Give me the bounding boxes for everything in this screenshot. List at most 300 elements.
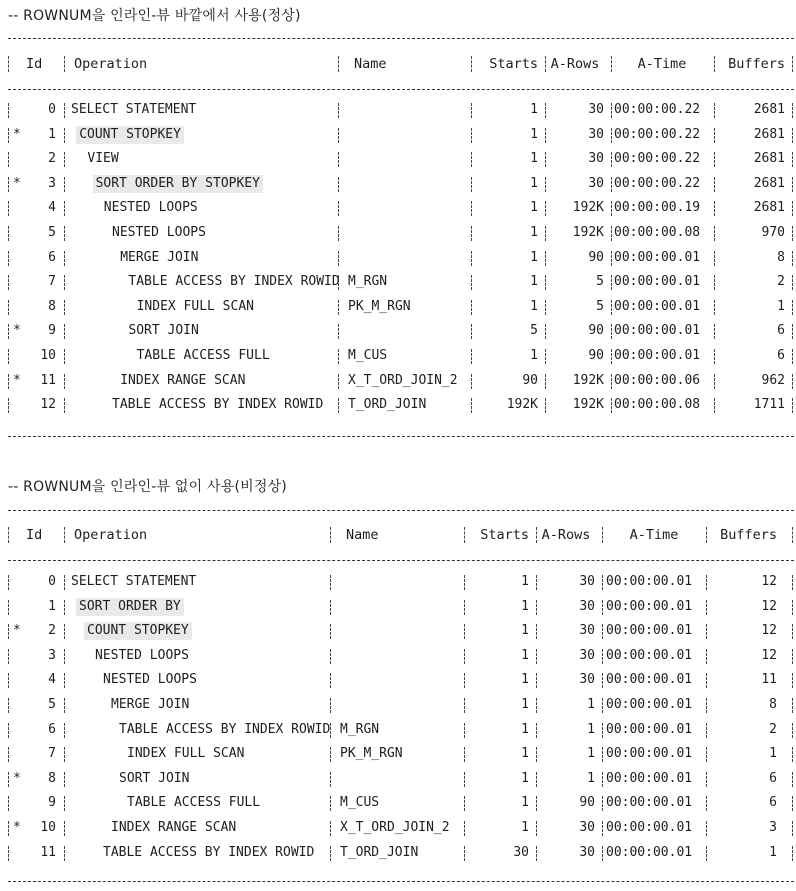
column-separator: [792, 575, 793, 590]
operation-text: NESTED LOOPS: [103, 200, 198, 216]
plan2-bottom-rule: [8, 881, 794, 882]
column-separator: [611, 300, 612, 315]
column-separator: [8, 698, 9, 713]
a-time-header: A-Time: [629, 527, 679, 543]
row-a-time: 00:00:00.01: [606, 623, 693, 639]
column-separator: [611, 251, 612, 266]
row-a-rows: 1: [587, 770, 595, 786]
row-a-time: 00:00:00.01: [606, 795, 693, 811]
row-id: 7: [48, 274, 56, 290]
column-separator: [8, 846, 9, 861]
row-a-rows: 192K: [572, 397, 604, 413]
row-a-rows: 30: [579, 647, 595, 663]
row-buffers: 6: [769, 795, 777, 811]
operation-text: MERGE JOIN: [120, 249, 199, 265]
column-separator: [8, 128, 9, 143]
row-operation: [68, 147, 336, 172]
row-a-rows: 30: [588, 175, 604, 191]
column-separator: [792, 796, 793, 811]
row-starts: 1: [521, 672, 529, 688]
row-operation: [68, 98, 336, 123]
column-separator: [330, 772, 331, 787]
column-separator: [8, 251, 9, 266]
row-object-name: X_T_ORD_JOIN_2: [340, 819, 450, 835]
row-object-name: [340, 693, 462, 718]
column-separator: [8, 723, 9, 738]
row-starts: 1: [521, 770, 529, 786]
row-a-rows: 192K: [572, 200, 604, 216]
row-a-rows: 1: [587, 721, 595, 737]
row-object-name: [340, 595, 462, 620]
row-id: 9: [48, 795, 56, 811]
column-separator: [8, 324, 9, 339]
column-separator: [792, 398, 793, 413]
row-object-name: X_T_ORD_JOIN_2: [348, 372, 458, 388]
column-separator: [64, 300, 65, 315]
column-separator: [602, 649, 603, 664]
row-id: 6: [48, 249, 56, 265]
row-id: 10: [40, 347, 56, 363]
column-separator: [602, 772, 603, 787]
operation-text: MERGE JOIN: [111, 696, 190, 712]
row-a-time: 00:00:00.01: [614, 274, 701, 290]
column-separator: [338, 177, 339, 192]
row-object-name: PK_M_RGN: [348, 298, 411, 314]
column-separator: [64, 796, 65, 811]
row-a-time: 00:00:00.22: [614, 151, 701, 167]
row-object-name: T_ORD_JOIN: [348, 397, 427, 413]
column-separator: [338, 251, 339, 266]
row-object-name: [348, 319, 468, 344]
row-buffers: 3: [769, 819, 777, 835]
row-object-name: M_CUS: [348, 347, 388, 363]
operation-text: TABLE ACCESS BY INDEX ROWID: [128, 274, 340, 290]
column-separator: [8, 177, 9, 192]
row-starts: 1: [521, 647, 529, 663]
column-separator: [792, 821, 793, 836]
row-buffers: 2681: [753, 175, 785, 191]
row-a-rows: 30: [579, 623, 595, 639]
starts-header: Starts: [489, 56, 538, 72]
column-separator: [64, 624, 65, 639]
name-header: Name: [354, 56, 387, 72]
row-operation: [68, 644, 328, 669]
id-header: Id: [26, 56, 43, 72]
row-starts: 1: [530, 126, 538, 142]
row-starts: 1: [530, 175, 538, 191]
column-separator: [64, 128, 65, 143]
column-separator: [64, 201, 65, 216]
row-object-name: T_ORD_JOIN: [340, 844, 419, 860]
row-a-time: 00:00:00.01: [606, 647, 693, 663]
row-a-rows: 1: [587, 696, 595, 712]
operation-header: Operation: [74, 56, 148, 72]
row-buffers: 2681: [753, 151, 785, 167]
column-separator: [792, 275, 793, 290]
column-separator: [792, 152, 793, 167]
starts-header: Starts: [480, 527, 529, 543]
row-a-time: 00:00:00.08: [614, 224, 701, 240]
plan-row: [8, 816, 794, 841]
row-object-name: [348, 98, 468, 123]
column-separator: [602, 821, 603, 836]
predicate-marker: *: [13, 323, 21, 339]
row-a-rows: 5: [596, 274, 604, 290]
column-separator: [330, 747, 331, 762]
a-rows-header: A-Rows: [550, 56, 600, 72]
a-time-header: A-Time: [637, 56, 687, 72]
row-object-name: [348, 246, 468, 271]
row-starts: 1: [530, 249, 538, 265]
operation-text: TABLE ACCESS BY INDEX ROWID: [112, 397, 324, 413]
row-id: 3: [48, 647, 56, 663]
row-object-name: [348, 147, 468, 172]
column-separator: [64, 649, 65, 664]
column-separator: [611, 226, 612, 241]
column-separator: [602, 723, 603, 738]
operation-header: Operation: [74, 527, 148, 543]
plan-row: [8, 319, 794, 344]
column-separator: [792, 226, 793, 241]
column-separator: [611, 201, 612, 216]
row-a-rows: 90: [579, 795, 595, 811]
plan2-header-rule: [8, 560, 794, 561]
plan-row: [8, 619, 794, 644]
column-separator: [792, 349, 793, 364]
column-separator: [792, 673, 793, 688]
row-a-time: 00:00:00.01: [606, 746, 693, 762]
row-operation: [68, 393, 336, 418]
plan-row: [8, 718, 794, 743]
column-separator: [64, 226, 65, 241]
plan1-caption: -- ROWNUM을 인라인-뷰 바깥에서 사용(정상): [8, 8, 301, 24]
operation-text: SORT JOIN: [128, 323, 199, 339]
operation-text: SORT JOIN: [119, 770, 190, 786]
column-separator: [602, 846, 603, 861]
id-header: Id: [26, 527, 43, 543]
row-a-time: 00:00:00.01: [606, 598, 693, 614]
row-a-time: 00:00:00.01: [606, 696, 693, 712]
plan-row: [8, 393, 794, 418]
row-id: 5: [48, 696, 56, 712]
column-separator: [64, 103, 65, 118]
column-separator: [338, 128, 339, 143]
column-separator: [8, 575, 9, 590]
row-operation: [68, 595, 328, 620]
row-starts: 1: [521, 623, 529, 639]
row-operation: [68, 270, 340, 295]
row-object-name: [340, 644, 462, 669]
predicate-marker: *: [13, 175, 21, 191]
column-separator: [602, 600, 603, 615]
column-separator: [792, 649, 793, 664]
row-a-rows: 90: [588, 347, 604, 363]
plan-row: [8, 172, 794, 197]
name-header: Name: [346, 527, 379, 543]
row-starts: 1: [521, 746, 529, 762]
row-buffers: 1711: [753, 397, 785, 413]
row-buffers: 1: [769, 746, 777, 762]
predicate-marker: *: [13, 770, 21, 786]
column-separator: [792, 723, 793, 738]
row-a-rows: 192K: [572, 224, 604, 240]
column-separator: [64, 747, 65, 762]
row-starts: 30: [513, 844, 529, 860]
row-buffers: 1: [777, 298, 785, 314]
row-starts: 1: [521, 819, 529, 835]
row-starts: 1: [530, 224, 538, 240]
column-separator: [602, 747, 603, 762]
plan-row: [8, 668, 794, 693]
row-operation: [68, 570, 328, 595]
plan1-header-row: [8, 52, 794, 76]
row-a-rows: 90: [588, 249, 604, 265]
row-a-rows: 30: [579, 672, 595, 688]
row-buffers: 11: [761, 672, 777, 688]
column-separator: [8, 821, 9, 836]
operation-text: TABLE ACCESS BY INDEX ROWID: [119, 721, 331, 737]
row-a-time: 00:00:00.01: [614, 298, 701, 314]
row-buffers: 6: [777, 323, 785, 339]
column-separator: [330, 624, 331, 639]
column-separator: [338, 349, 339, 364]
row-id: 8: [48, 770, 56, 786]
column-separator: [338, 226, 339, 241]
row-buffers: 2681: [753, 126, 785, 142]
plan-row: [8, 595, 794, 620]
row-a-time: 00:00:00.01: [606, 819, 693, 835]
row-a-time: 00:00:00.01: [606, 844, 693, 860]
row-a-time: 00:00:00.22: [614, 126, 701, 142]
column-separator: [64, 575, 65, 590]
column-separator: [8, 349, 9, 364]
column-separator: [8, 398, 9, 413]
row-id: 1: [48, 598, 56, 614]
row-a-rows: 30: [579, 574, 595, 589]
column-separator: [792, 201, 793, 216]
row-starts: 1: [521, 696, 529, 712]
row-buffers: 6: [777, 347, 785, 363]
column-separator: [64, 177, 65, 192]
column-separator: [611, 349, 612, 364]
column-separator: [330, 796, 331, 811]
column-separator: [8, 201, 9, 216]
column-separator: [792, 624, 793, 639]
row-a-time: 00:00:00.22: [614, 102, 701, 117]
row-id: 8: [48, 298, 56, 314]
column-separator: [8, 300, 9, 315]
row-a-time: 00:00:00.22: [614, 175, 701, 191]
row-buffers: 1: [769, 844, 777, 860]
row-starts: 192K: [506, 397, 538, 413]
column-separator: [64, 821, 65, 836]
row-operation: [68, 295, 336, 320]
row-starts: 1: [521, 795, 529, 811]
column-separator: [602, 527, 603, 543]
row-buffers: 8: [777, 249, 785, 265]
plan-row: [8, 344, 794, 369]
row-a-rows: 5: [596, 298, 604, 314]
column-separator: [8, 275, 9, 290]
row-buffers: 962: [761, 372, 785, 388]
operation-text: COUNT STOPKEY: [84, 622, 192, 640]
row-object-name: [340, 570, 462, 595]
column-separator: [64, 152, 65, 167]
column-separator: [792, 251, 793, 266]
row-a-rows: 1: [587, 746, 595, 762]
row-a-rows: 30: [588, 151, 604, 167]
row-operation: [68, 344, 336, 369]
row-starts: 1: [530, 200, 538, 216]
column-separator: [792, 698, 793, 713]
row-id: 0: [48, 574, 56, 589]
row-starts: 1: [521, 721, 529, 737]
operation-text: INDEX RANGE SCAN: [120, 372, 246, 388]
plan-row: [8, 246, 794, 271]
column-separator: [8, 56, 9, 72]
column-separator: [8, 226, 9, 241]
row-object-name: [340, 767, 462, 792]
row-a-time: 00:00:00.01: [614, 249, 701, 265]
row-a-time: 00:00:00.19: [614, 200, 701, 216]
column-separator: [602, 796, 603, 811]
row-a-time: 00:00:00.01: [606, 721, 693, 737]
row-starts: 1: [530, 151, 538, 167]
plan-row: [8, 693, 794, 718]
operation-text: TABLE ACCESS FULL: [136, 347, 270, 363]
row-id: 11: [40, 372, 56, 388]
column-separator: [64, 723, 65, 738]
row-id: 4: [48, 672, 56, 688]
row-object-name: M_RGN: [348, 274, 388, 290]
plan2-body: [8, 570, 794, 865]
plan-row: [8, 196, 794, 221]
row-operation: [68, 668, 328, 693]
a-rows-header: A-Rows: [541, 527, 591, 543]
operation-text: SELECT STATEMENT: [71, 102, 197, 117]
plan1-body: [8, 98, 794, 418]
column-separator: [64, 846, 65, 861]
column-separator: [611, 398, 612, 413]
row-a-rows: 192K: [572, 372, 604, 388]
row-operation: [68, 841, 328, 866]
row-buffers: 2: [777, 274, 785, 290]
column-separator: [338, 398, 339, 413]
column-separator: [602, 624, 603, 639]
row-buffers: 2681: [753, 200, 785, 216]
row-id: 9: [48, 323, 56, 339]
row-object-name: [348, 123, 468, 148]
row-a-rows: 30: [579, 819, 595, 835]
column-separator: [330, 698, 331, 713]
row-starts: 1: [530, 102, 538, 117]
plan1-table: [8, 52, 794, 76]
row-id: 0: [48, 102, 56, 117]
row-starts: 5: [530, 323, 538, 339]
row-a-rows: 30: [588, 102, 604, 117]
column-separator: [602, 698, 603, 713]
plan2-caption: -- ROWNUM을 인라인-뷰 없이 사용(비정상): [8, 479, 287, 495]
row-operation: [68, 319, 336, 344]
row-operation: [68, 123, 336, 148]
column-separator: [338, 300, 339, 315]
operation-text: SORT ORDER BY: [76, 598, 184, 616]
row-object-name: PK_M_RGN: [340, 746, 403, 762]
column-separator: [64, 772, 65, 787]
row-operation: [68, 221, 336, 246]
row-operation: [68, 619, 328, 644]
column-separator: [792, 846, 793, 861]
column-separator: [8, 152, 9, 167]
row-operation: [68, 718, 331, 743]
column-separator: [8, 374, 9, 389]
row-a-rows: 30: [588, 126, 604, 142]
row-buffers: 6: [769, 770, 777, 786]
operation-text: SELECT STATEMENT: [71, 574, 197, 589]
column-separator: [330, 600, 331, 615]
plan2-top-rule: [8, 510, 794, 511]
column-separator: [602, 575, 603, 590]
operation-text: NESTED LOOPS: [95, 647, 189, 663]
row-starts: 1: [530, 274, 538, 290]
column-separator: [64, 398, 65, 413]
operation-text: TABLE ACCESS BY INDEX ROWID: [103, 844, 315, 860]
column-separator: [8, 747, 9, 762]
predicate-marker: *: [13, 126, 21, 142]
row-buffers: 12: [761, 598, 777, 614]
row-starts: 90: [522, 372, 538, 388]
column-separator: [330, 821, 331, 836]
row-object-name: M_RGN: [340, 721, 380, 737]
column-separator: [792, 300, 793, 315]
column-separator: [338, 374, 339, 389]
row-object-name: [340, 668, 462, 693]
plan-row: [8, 841, 794, 866]
column-separator: [8, 527, 9, 543]
plan1-top-rule: [8, 38, 794, 39]
column-separator: [792, 600, 793, 615]
column-separator: [64, 275, 65, 290]
plan1-bottom-rule: [8, 436, 794, 437]
plan-row: [8, 767, 794, 792]
row-operation: [68, 791, 328, 816]
row-object-name: [348, 196, 468, 221]
column-separator: [330, 846, 331, 861]
column-separator: [611, 324, 612, 339]
row-id: 2: [48, 151, 56, 167]
row-starts: 1: [521, 598, 529, 614]
column-separator: [611, 103, 612, 118]
row-operation: [68, 172, 336, 197]
row-operation: [68, 246, 336, 271]
plan-row: [8, 270, 794, 295]
column-separator: [611, 56, 612, 72]
column-separator: [8, 649, 9, 664]
column-separator: [792, 747, 793, 762]
column-separator: [338, 152, 339, 167]
row-buffers: 8: [769, 696, 777, 712]
column-separator: [792, 527, 793, 543]
row-a-time: 00:00:00.01: [606, 770, 693, 786]
row-a-rows: 30: [579, 598, 595, 614]
row-operation: [68, 693, 328, 718]
row-object-name: M_CUS: [340, 795, 380, 811]
plan-row: [8, 123, 794, 148]
column-separator: [8, 772, 9, 787]
plan-row: [8, 742, 794, 767]
buffers-header: Buffers: [720, 527, 777, 543]
column-separator: [611, 374, 612, 389]
